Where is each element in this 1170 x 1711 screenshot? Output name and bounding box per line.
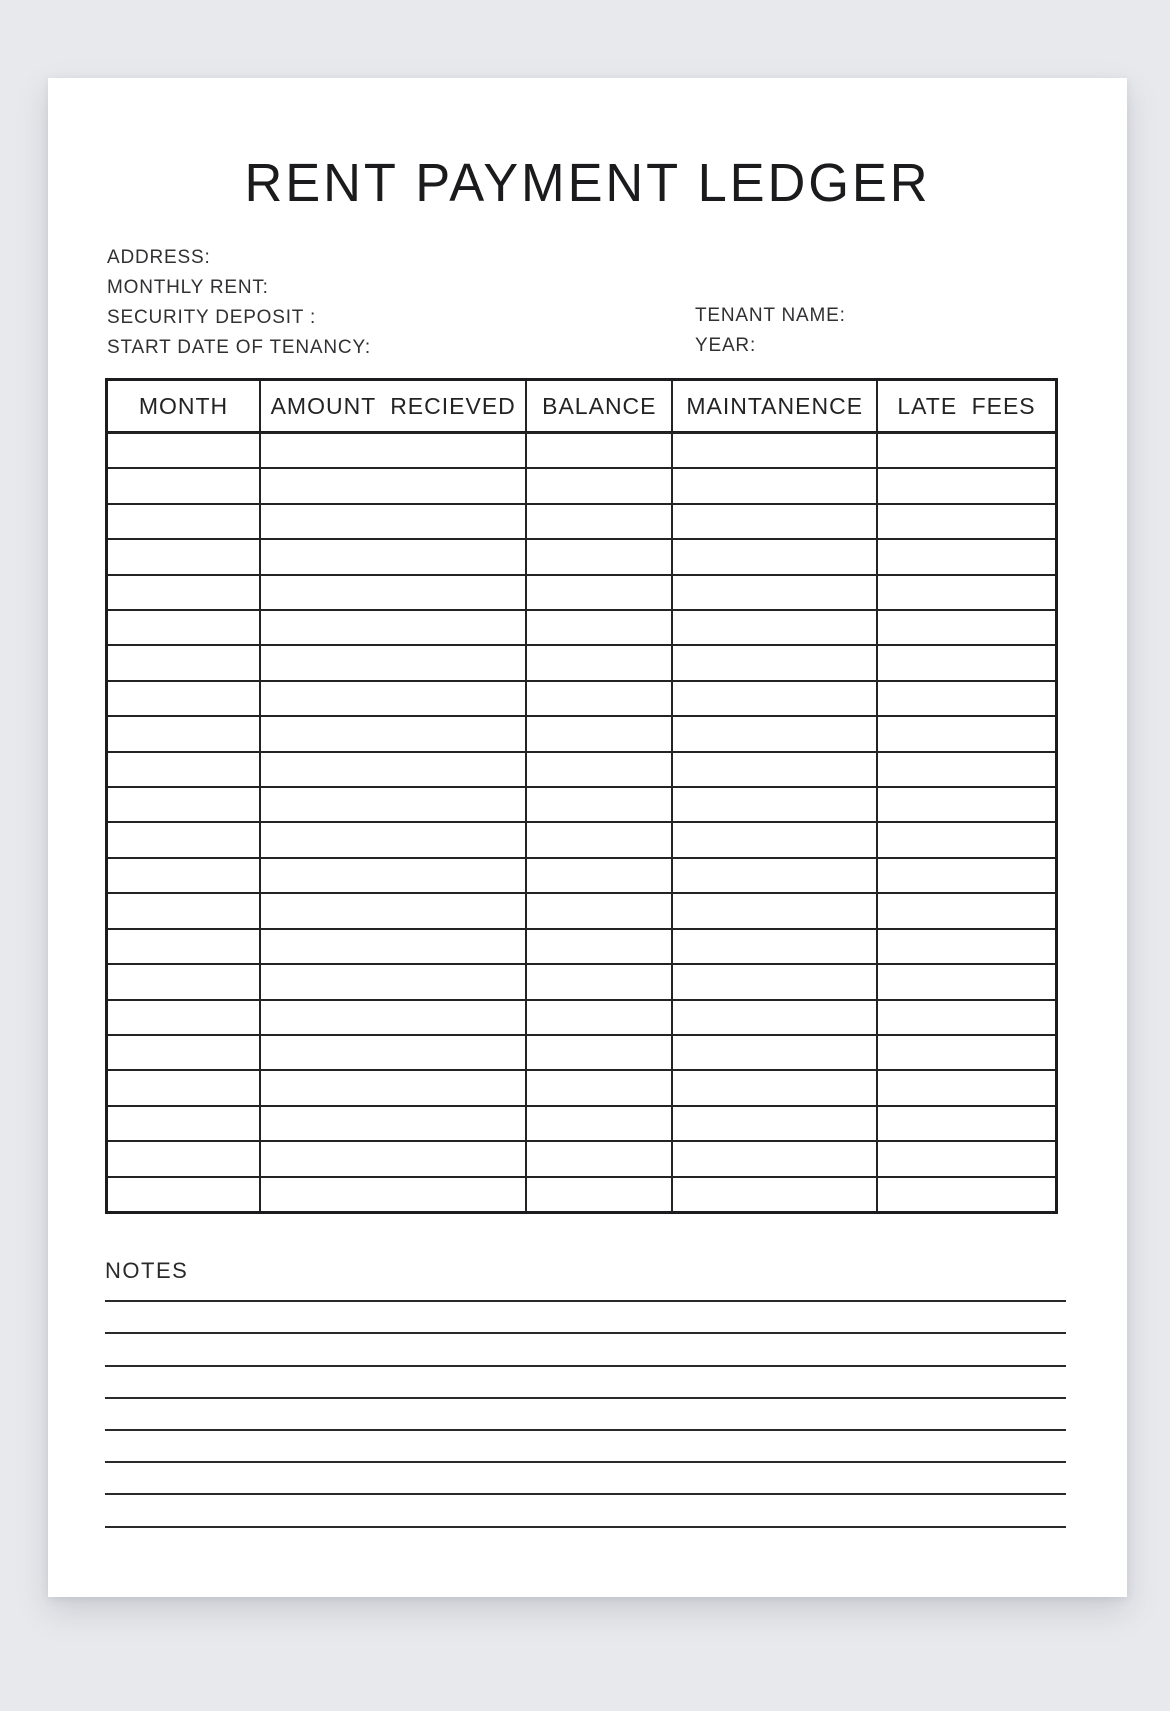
table-cell xyxy=(876,965,1055,998)
table-cell xyxy=(876,894,1055,927)
table-cell xyxy=(108,965,259,998)
table-row xyxy=(108,928,1055,963)
property-info-left xyxy=(107,243,371,363)
table-cell xyxy=(259,576,525,609)
table-row xyxy=(108,503,1055,538)
table-cell xyxy=(671,576,876,609)
table-cell xyxy=(671,753,876,786)
table-cell xyxy=(108,540,259,573)
notes-lines-area xyxy=(105,1270,1066,1528)
table-cell xyxy=(671,823,876,856)
table-cell xyxy=(525,505,671,538)
table-cell xyxy=(876,1178,1055,1211)
table-row xyxy=(108,680,1055,715)
table-cell xyxy=(525,576,671,609)
table-cell xyxy=(259,930,525,963)
notes-writing-line xyxy=(105,1302,1066,1334)
table-cell xyxy=(108,505,259,538)
table-cell xyxy=(259,1071,525,1104)
table-row xyxy=(108,821,1055,856)
notes-writing-line xyxy=(105,1367,1066,1399)
notes-writing-line xyxy=(105,1463,1066,1495)
table-cell xyxy=(108,576,259,609)
column-header-late-fees: LATE FEES xyxy=(876,381,1055,431)
table-cell xyxy=(259,434,525,467)
table-cell xyxy=(525,1036,671,1069)
table-cell xyxy=(108,1178,259,1211)
table-cell xyxy=(525,788,671,821)
table-cell xyxy=(525,965,671,998)
table-row xyxy=(108,1105,1055,1140)
table-cell xyxy=(108,1001,259,1034)
table-row xyxy=(108,432,1055,467)
table-cell xyxy=(525,930,671,963)
table-cell xyxy=(108,646,259,679)
table-cell xyxy=(671,859,876,892)
table-cell xyxy=(671,505,876,538)
table-cell xyxy=(671,1142,876,1175)
rent-ledger-page xyxy=(48,78,1127,1597)
table-cell xyxy=(876,753,1055,786)
column-header-month: MONTH xyxy=(138,392,229,419)
table-cell xyxy=(525,646,671,679)
table-cell xyxy=(525,469,671,502)
table-row xyxy=(108,1034,1055,1069)
table-cell xyxy=(671,717,876,750)
table-cell xyxy=(259,682,525,715)
table-row xyxy=(108,999,1055,1034)
table-cell xyxy=(876,859,1055,892)
table-row xyxy=(108,963,1055,998)
column-header-maintanence: MAINTANENCE xyxy=(671,381,876,431)
table-cell xyxy=(108,823,259,856)
table-cell xyxy=(876,1107,1055,1140)
table-cell xyxy=(671,1178,876,1211)
table-cell xyxy=(671,540,876,573)
table-row xyxy=(108,857,1055,892)
notes-writing-line xyxy=(105,1495,1066,1527)
rent-ledger-table xyxy=(105,378,1058,1214)
table-cell xyxy=(671,965,876,998)
table-cell xyxy=(108,1071,259,1104)
table-cell xyxy=(259,540,525,573)
table-cell xyxy=(876,1071,1055,1104)
notes-writing-line xyxy=(105,1334,1066,1366)
table-cell xyxy=(259,1142,525,1175)
table-cell xyxy=(876,646,1055,679)
table-row xyxy=(108,574,1055,609)
table-row xyxy=(108,538,1055,573)
table-cell xyxy=(108,1036,259,1069)
table-cell xyxy=(108,788,259,821)
table-cell xyxy=(259,788,525,821)
table-cell xyxy=(876,505,1055,538)
table-row xyxy=(108,1140,1055,1175)
table-cell xyxy=(108,434,259,467)
table-cell xyxy=(671,611,876,644)
table-cell xyxy=(525,1107,671,1140)
table-header-row xyxy=(108,381,1055,432)
table-row xyxy=(108,715,1055,750)
table-cell xyxy=(876,1142,1055,1175)
table-cell xyxy=(108,1142,259,1175)
table-row xyxy=(108,1069,1055,1104)
table-cell xyxy=(108,1107,259,1140)
table-row xyxy=(108,786,1055,821)
table-cell xyxy=(259,1036,525,1069)
table-cell xyxy=(671,1071,876,1104)
notes-writing-line xyxy=(105,1399,1066,1431)
table-cell xyxy=(671,646,876,679)
table-cell xyxy=(671,1107,876,1140)
notes-writing-line xyxy=(105,1431,1066,1463)
table-cell xyxy=(876,1036,1055,1069)
table-cell xyxy=(259,1107,525,1140)
table-cell xyxy=(671,434,876,467)
table-cell xyxy=(108,682,259,715)
table-cell xyxy=(525,1142,671,1175)
info-field-label: ADDRESS: xyxy=(107,247,211,268)
table-cell xyxy=(525,682,671,715)
table-cell xyxy=(525,540,671,573)
table-cell xyxy=(876,611,1055,644)
table-cell xyxy=(525,1178,671,1211)
table-cell xyxy=(525,859,671,892)
table-cell xyxy=(259,859,525,892)
tenant-info-right xyxy=(695,301,846,361)
table-cell xyxy=(108,930,259,963)
table-row xyxy=(108,1176,1055,1211)
table-cell xyxy=(671,682,876,715)
table-cell xyxy=(108,894,259,927)
info-field-label: YEAR: xyxy=(695,335,757,356)
table-row xyxy=(108,467,1055,502)
table-cell xyxy=(259,965,525,998)
table-cell xyxy=(525,1001,671,1034)
table-cell xyxy=(259,717,525,750)
table-cell xyxy=(876,823,1055,856)
table-cell xyxy=(671,1001,876,1034)
info-field-label: TENANT NAME: xyxy=(695,305,846,326)
table-cell xyxy=(671,788,876,821)
table-cell xyxy=(108,469,259,502)
table-cell xyxy=(525,1071,671,1104)
table-cell xyxy=(671,469,876,502)
column-header-balance: BALANCE xyxy=(525,381,671,431)
table-cell xyxy=(876,788,1055,821)
notes-writing-line xyxy=(105,1270,1066,1302)
table-cell xyxy=(108,859,259,892)
column-header-amount-recieved: AMOUNT RECIEVED xyxy=(259,381,525,431)
table-cell xyxy=(876,540,1055,573)
table-cell xyxy=(259,505,525,538)
notes-heading: NOTES xyxy=(105,1258,189,1283)
table-cell xyxy=(259,611,525,644)
table-cell xyxy=(259,894,525,927)
table-cell xyxy=(259,1178,525,1211)
table-cell xyxy=(525,753,671,786)
table-cell xyxy=(876,434,1055,467)
info-field-label: SECURITY DEPOSIT : xyxy=(107,307,317,328)
info-field-label: MONTHLY RENT: xyxy=(107,277,269,298)
table-cell xyxy=(671,894,876,927)
table-cell xyxy=(876,469,1055,502)
table-cell xyxy=(108,717,259,750)
table-cell xyxy=(671,930,876,963)
table-cell xyxy=(259,1001,525,1034)
table-cell xyxy=(108,753,259,786)
table-cell xyxy=(259,646,525,679)
table-cell xyxy=(876,930,1055,963)
table-row xyxy=(108,609,1055,644)
table-cell xyxy=(876,1001,1055,1034)
table-cell xyxy=(525,823,671,856)
table-cell xyxy=(259,823,525,856)
table-cell xyxy=(525,434,671,467)
table-row xyxy=(108,644,1055,679)
table-cell xyxy=(259,469,525,502)
table-row xyxy=(108,751,1055,786)
table-cell xyxy=(671,1036,876,1069)
table-cell xyxy=(108,611,259,644)
table-cell xyxy=(876,682,1055,715)
table-cell xyxy=(525,894,671,927)
info-field-label: START DATE OF TENANCY: xyxy=(107,337,371,358)
table-row xyxy=(108,892,1055,927)
table-cell xyxy=(876,576,1055,609)
table-cell xyxy=(876,717,1055,750)
table-cell xyxy=(259,753,525,786)
page-title: RENT PAYMENT LEDGER xyxy=(244,153,931,213)
table-cell xyxy=(525,611,671,644)
table-cell xyxy=(525,717,671,750)
